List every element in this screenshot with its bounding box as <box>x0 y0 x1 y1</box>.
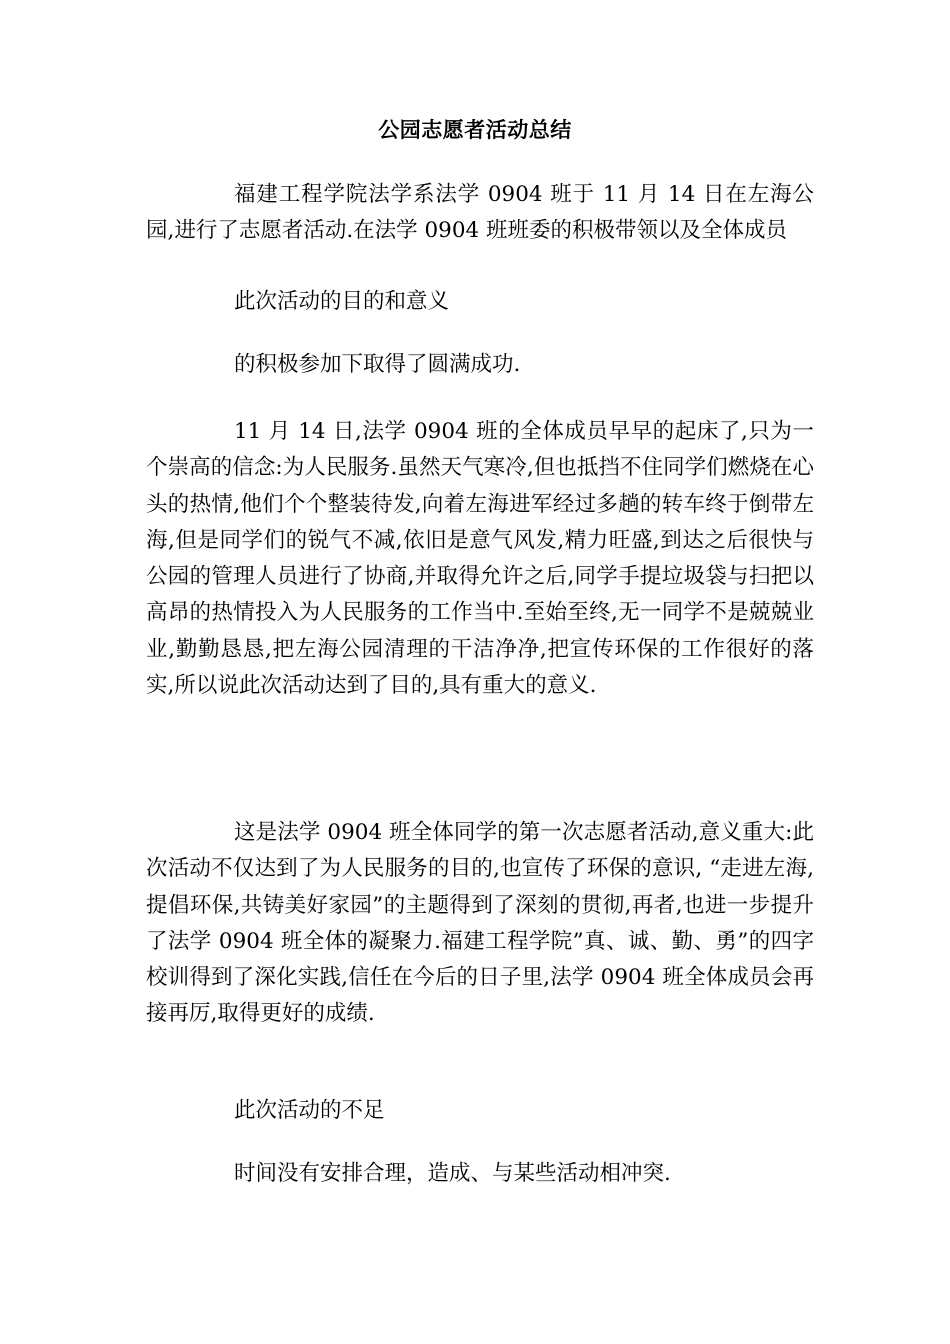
paragraph-significance: 这是法学 0904 班全体同学的第一次志愿者活动,意义重大:此次活动不仅达到了为人民服务的目的,也宣传了环保的意识, “走进左海,提倡环保,共铸美好家园”的主题得到了深刻的贯彻,再者,也进一步提升了法学 0904 班全体的凝聚力.福建工程学院”真、诚、勤、勇”的四字校训得到了深化实践,信任在今后的日子里,法学 0904 班全体成员会再接再厉,取得更好的成绩. <box>146 820 814 1027</box>
paragraph-shortcoming-detail: 时间没有安排合理，造成、与某些活动相冲突. <box>234 1161 671 1186</box>
paragraph-success: 的积极参加下取得了圆满成功. <box>234 352 521 377</box>
document-title: 公园志愿者活动总结 <box>378 118 572 142</box>
paragraph-intro: 福建工程学院法学系法学 0904 班于 11 月 14 日在左海公园,进行了志愿者活动.在法学 0904 班班委的积极带领以及全体成员 <box>146 182 814 244</box>
section-heading-purpose: 此次活动的目的和意义 <box>234 289 450 314</box>
paragraph-activity-details: 11 月 14 日,法学 0904 班的全体成员早早的起床了,只为一个崇高的信念:为人民服务.虽然天气寒冷,但也抵挡不住同学们燃烧在心头的热情,他们个个整装待发,向着左海进军经过多趟的转车终于倒带左海,但是同学们的锐气不减,依旧是意气风发,精力旺盛,到达之后很快与公园的管理人员进行了协商,并取得允许之后,同学手提垃圾袋与扫把以高昂的热情投入为人民服务的工作当中.至始至终,无一同学不是兢兢业业,勤勤恳恳,把左海公园清理的干洁净净,把宣传环保的工作很好的落实,所以说此次活动达到了目的,具有重大的意义. <box>146 419 814 699</box>
section-heading-shortcomings: 此次活动的不足 <box>234 1098 385 1123</box>
